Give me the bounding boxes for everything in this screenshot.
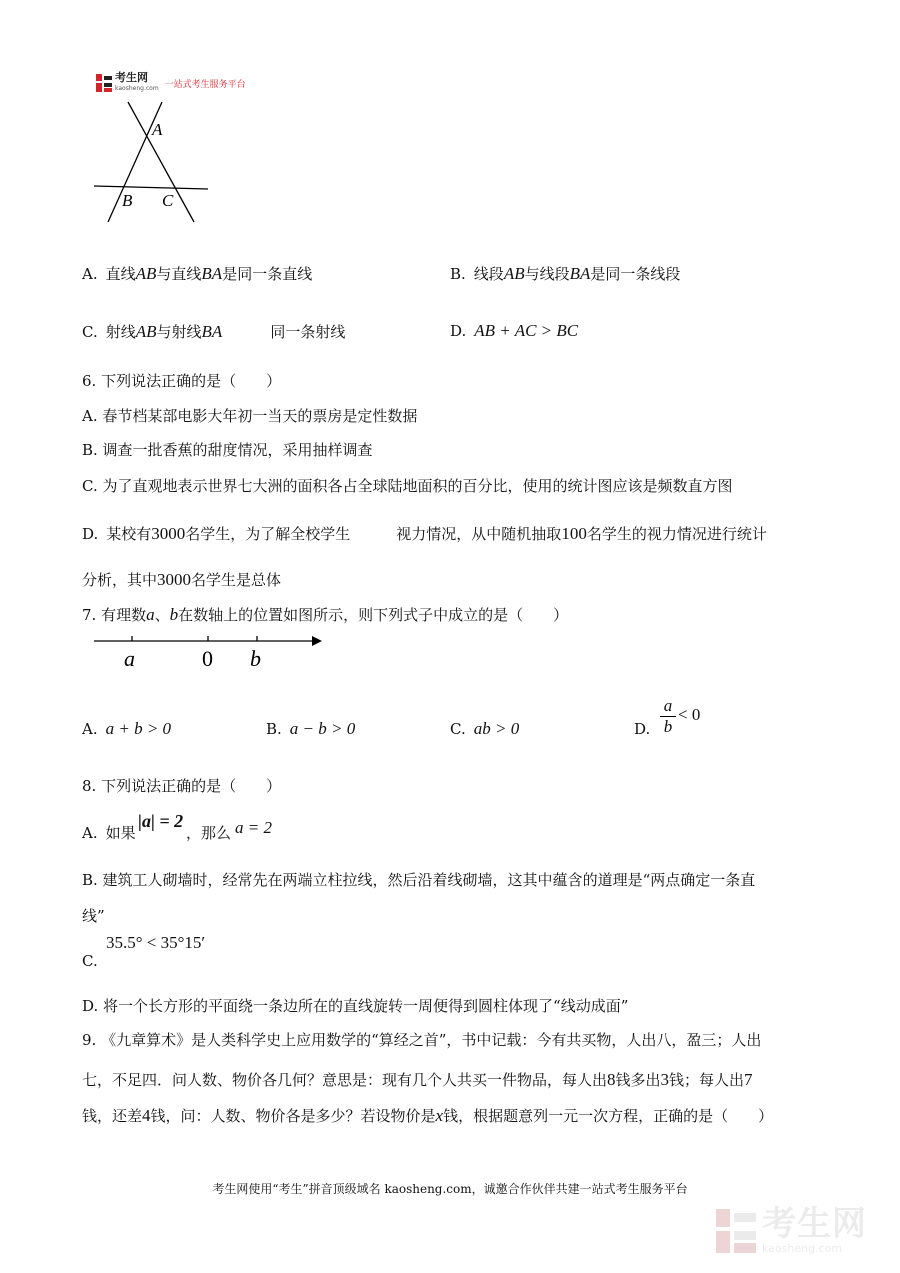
- axis-label-zero: 0: [202, 646, 213, 671]
- option-text: 名学生，为了解全校学生: [185, 525, 351, 543]
- option-label: B.: [450, 265, 466, 283]
- option-text: 与线段: [524, 265, 570, 283]
- option-text: 某校有: [106, 525, 152, 543]
- q8-option-b[interactable]: B. 建筑工人砌墙时，经常先在两端立柱拉线，然后沿着线砌墙，这其中蕴含的道理是“两点确定一条直: [82, 871, 756, 889]
- brand-slogan: 一站式考生服务平台: [164, 79, 246, 90]
- brand-domain: kaosheng.com: [115, 85, 159, 92]
- q6-option-b[interactable]: B. 调查一批香蕉的甜度情况，采用抽样调查: [82, 441, 373, 459]
- stem-text: 在数轴上的位置如图所示，则下列式子中成立的是（ ）: [178, 606, 569, 624]
- math-expression: a + b > 0: [105, 719, 172, 738]
- option-text: 同一条射线: [270, 323, 346, 341]
- math-ab: AB: [503, 264, 525, 283]
- number-line: [90, 628, 330, 674]
- q9-stem-line3: [82, 1106, 773, 1126]
- point-b-label: B: [122, 191, 133, 210]
- q8-option-b-line2: 线”: [82, 907, 105, 925]
- q7-stem: [82, 605, 568, 625]
- stem-text: 钱多出: [615, 1071, 661, 1089]
- axis-label-a: a: [124, 646, 135, 671]
- stem-text: 、: [154, 606, 170, 624]
- option-text: 视力情况，从中随机抽取: [396, 525, 562, 543]
- math-expression: a − b > 0: [289, 719, 356, 738]
- option-text: 分析，其中: [82, 571, 158, 589]
- number: 3: [660, 1070, 670, 1089]
- option-label: A.: [82, 265, 98, 283]
- logo-icon: [96, 74, 112, 92]
- option-text: 与直线: [156, 265, 202, 283]
- stem-text: 钱，问：人数、物价各是多少？若设物价是: [150, 1107, 436, 1125]
- math-ab: AB: [135, 322, 157, 341]
- option-text: 名学生的视力情况进行统计: [586, 525, 767, 543]
- watermark: [716, 1206, 867, 1255]
- option-label: D.: [82, 525, 99, 543]
- q7-option-b[interactable]: [266, 719, 355, 739]
- stem-text: 钱；每人出: [669, 1071, 745, 1089]
- q6-option-d[interactable]: [82, 524, 767, 544]
- math-expression: ab > 0: [473, 719, 520, 738]
- fraction-numerator: a: [663, 696, 673, 715]
- option-label: D.: [634, 720, 651, 738]
- q5-option-d[interactable]: [450, 321, 578, 341]
- header-logo: [96, 72, 246, 94]
- number: 3000: [157, 570, 192, 589]
- option-label: A.: [82, 720, 98, 738]
- math-expression: AB + AC > BC: [474, 321, 579, 340]
- math-ba: BA: [201, 264, 223, 283]
- q6-option-d-line2: [82, 570, 281, 590]
- q9-stem-line1: 9. 《九章算术》是人类科学史上应用数学的“算经之首”，书中记载：今有共买物，人出八，盈三；人出: [82, 1031, 762, 1049]
- watermark-logo-icon: [716, 1209, 756, 1253]
- math-ba: BA: [201, 322, 223, 341]
- q7-option-c[interactable]: [450, 719, 519, 739]
- q7-option-a[interactable]: [82, 719, 171, 739]
- math-expression: a = 2: [235, 818, 272, 837]
- point-c-label: C: [162, 191, 174, 210]
- option-label: A.: [82, 824, 98, 842]
- math-a: a: [146, 605, 155, 624]
- math-abs-expression: |a| = 2: [138, 811, 184, 831]
- stem-text: 7. 有理数: [82, 606, 147, 624]
- line-through-b-c: [94, 186, 208, 189]
- q8-stem: 8. 下列说法正确的是（ ）: [82, 777, 282, 795]
- axis-arrow-icon: [312, 636, 322, 646]
- q6-option-a[interactable]: A. 春节档某部电影大年初一当天的票房是定性数据: [82, 407, 418, 425]
- stem-text: 钱，还差: [82, 1107, 143, 1125]
- number: 7: [744, 1070, 753, 1089]
- q8-option-c[interactable]: C.: [82, 952, 98, 970]
- q8-option-c-expression: 35.5° < 35°15′: [106, 933, 206, 952]
- number: 4: [142, 1106, 151, 1125]
- axis-label-b: b: [250, 646, 261, 671]
- option-label: D.: [450, 322, 467, 340]
- number: 8: [607, 1070, 616, 1089]
- q6-stem: 6. 下列说法正确的是（ ）: [82, 372, 282, 390]
- q6-option-c[interactable]: C. 为了直观地表示世界七大洲的面积各占全球陆地面积的百分比，使用的统计图应该是频数直方图: [82, 477, 733, 495]
- math-ab: AB: [135, 264, 157, 283]
- stem-text: 七，不足四．问人数、物价各几何？意思是：现有几个人共买一件物品，每人出: [82, 1071, 608, 1089]
- option-label: C.: [450, 720, 466, 738]
- brand-name: [115, 72, 159, 94]
- page-footer: 考生网使用“考生”拼音顶级域名 kaosheng.com，诚邀合作伙伴共建一站式考生服务平台: [212, 1182, 688, 1196]
- q8-option-d[interactable]: D. 将一个长方形的平面绕一条边所在的直线旋转一周便得到圆柱体现了“线动成面”: [82, 997, 629, 1015]
- option-label: C.: [82, 323, 98, 341]
- brand-text: 考生网: [115, 71, 148, 84]
- q5-option-b[interactable]: [450, 264, 680, 284]
- math-x: x: [435, 1106, 444, 1125]
- option-text: 线段: [473, 265, 504, 283]
- point-a-label: A: [152, 120, 163, 139]
- option-text: 直线: [105, 265, 136, 283]
- option-text: 射线: [105, 323, 136, 341]
- q5-option-a[interactable]: [82, 264, 312, 284]
- option-text: 是同一条线段: [590, 265, 681, 283]
- option-text: 与射线: [156, 323, 202, 341]
- q8-option-a[interactable]: [82, 823, 136, 843]
- math-b: b: [169, 605, 179, 624]
- q9-stem-line2: [82, 1070, 753, 1090]
- q7-option-d[interactable]: [634, 719, 658, 739]
- fraction-denominator: b: [663, 717, 673, 736]
- math-ba: BA: [569, 264, 591, 283]
- option-text: 如果: [105, 824, 136, 842]
- option-text: 名学生是总体: [191, 571, 282, 589]
- number: 100: [561, 524, 587, 543]
- fraction: [660, 697, 676, 736]
- option-label: B.: [266, 720, 282, 738]
- stem-text: 钱，根据题意列一元一次方程，正确的是（ ）: [443, 1107, 774, 1125]
- option-text: ，那么: [186, 824, 232, 842]
- option-text: 是同一条直线: [222, 265, 313, 283]
- watermark-domain: kaosheng.com: [762, 1242, 843, 1255]
- q5-figure: [90, 100, 220, 230]
- number: 3000: [151, 524, 186, 543]
- math-expression: < 0: [678, 705, 701, 724]
- q5-option-c[interactable]: [82, 322, 345, 342]
- watermark-text: 考生网: [762, 1204, 867, 1244]
